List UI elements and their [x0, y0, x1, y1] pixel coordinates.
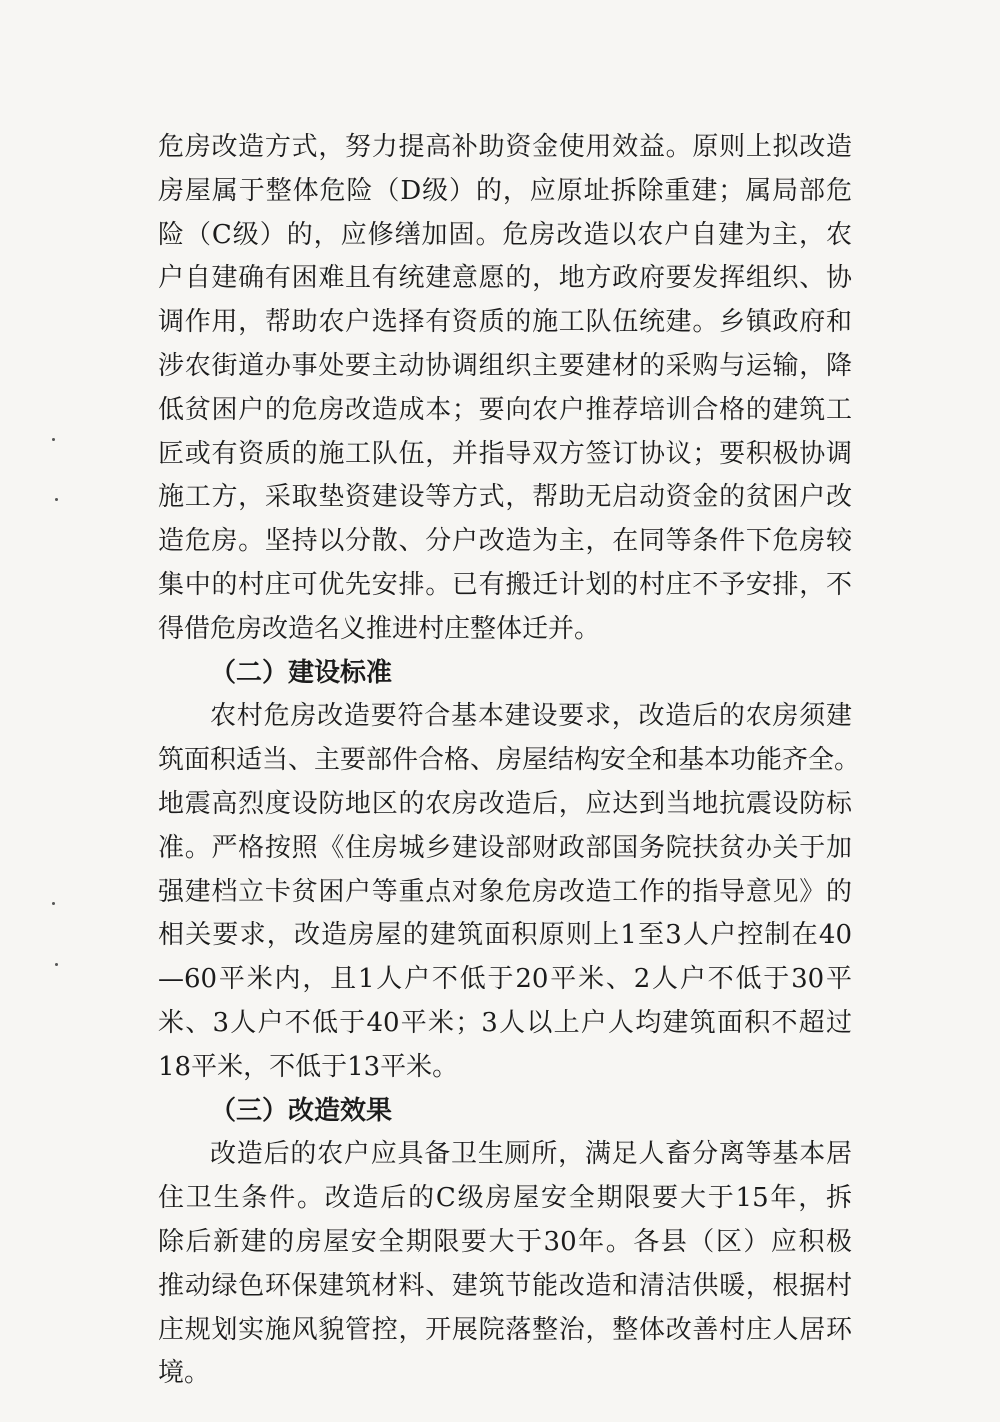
scan-speck: [52, 902, 55, 905]
paragraph-line: 准。严格按照《住房城乡建设部财政部国务院扶贫办关于加: [158, 833, 852, 863]
paragraph-line: 18平米，不低于13平米。: [158, 1052, 459, 1082]
section-heading: （三）改造效果: [210, 1096, 393, 1126]
paragraph-line: 农村危房改造要符合基本建设要求，改造后的农房须建: [210, 701, 852, 731]
paragraph-line: 境。: [158, 1358, 211, 1388]
paragraph-line: 改造后的农户应具备卫生厕所，满足人畜分离等基本居: [210, 1139, 852, 1169]
scan-speck: [55, 498, 58, 501]
paragraph-line: 庄规划实施风貌管控，开展院落整治，整体改善村庄人居环: [158, 1315, 852, 1345]
section-heading: （二）建设标准: [210, 658, 393, 688]
paragraph-line: 低贫困户的危房改造成本；要向农户推荐培训合格的建筑工: [158, 395, 852, 425]
paragraph-line: 险（C级）的，应修缮加固。危房改造以农户自建为主，农: [158, 220, 852, 250]
paragraph-line: 推动绿色环保建筑材料、建筑节能改造和清洁供暖，根据村: [158, 1271, 852, 1301]
paragraph-line: 施工方，采取垫资建设等方式，帮助无启动资金的贫困户改: [158, 482, 852, 512]
paragraph-line: 相关要求，改造房屋的建筑面积原则上1至3人户控制在40: [158, 920, 852, 950]
paragraph-line: 匠或有资质的施工队伍，并指导双方签订协议；要积极协调: [158, 439, 852, 469]
paragraph-line: 户自建确有困难且有统建意愿的，地方政府要发挥组织、协: [158, 263, 852, 293]
paragraph-line: 住卫生条件。改造后的C级房屋安全期限要大于15年，拆: [158, 1183, 852, 1213]
paragraph-line: 造危房。坚持以分散、分户改造为主，在同等条件下危房较: [158, 526, 852, 556]
paragraph-line: 房屋属于整体危险（D级）的，应原址拆除重建；属局部危: [158, 176, 852, 206]
paragraph-line: —60平米内，且1人户不低于20平米、2人户不低于30平: [158, 964, 852, 994]
paragraph-line: 筑面积适当、主要部件合格、房屋结构安全和基本功能齐全。: [158, 745, 861, 775]
paragraph-line: 涉农街道办事处要主动协调组织主要建材的采购与运输，降: [158, 351, 852, 381]
paragraph-line: 危房改造方式，努力提高补助资金使用效益。原则上拟改造: [158, 132, 852, 162]
paragraph-line: 除后新建的房屋安全期限要大于30年。各县（区）应积极: [158, 1227, 852, 1257]
paragraph-line: 集中的村庄可优先安排。已有搬迁计划的村庄不予安排，不: [158, 570, 852, 600]
paragraph-line: 米、3人户不低于40平米；3人以上户人均建筑面积不超过: [158, 1008, 852, 1038]
paragraph-line: 强建档立卡贫困户等重点对象危房改造工作的指导意见》的: [158, 877, 852, 907]
scan-speck: [52, 438, 55, 441]
scan-speck: [55, 963, 58, 966]
paragraph-line: 地震高烈度设防地区的农房改造后，应达到当地抗震设防标: [158, 789, 852, 819]
paragraph-line: 得借危房改造名义推进村庄整体迁并。: [158, 614, 601, 644]
paragraph-line: 调作用，帮助农户选择有资质的施工队伍统建。乡镇政府和: [158, 307, 852, 337]
